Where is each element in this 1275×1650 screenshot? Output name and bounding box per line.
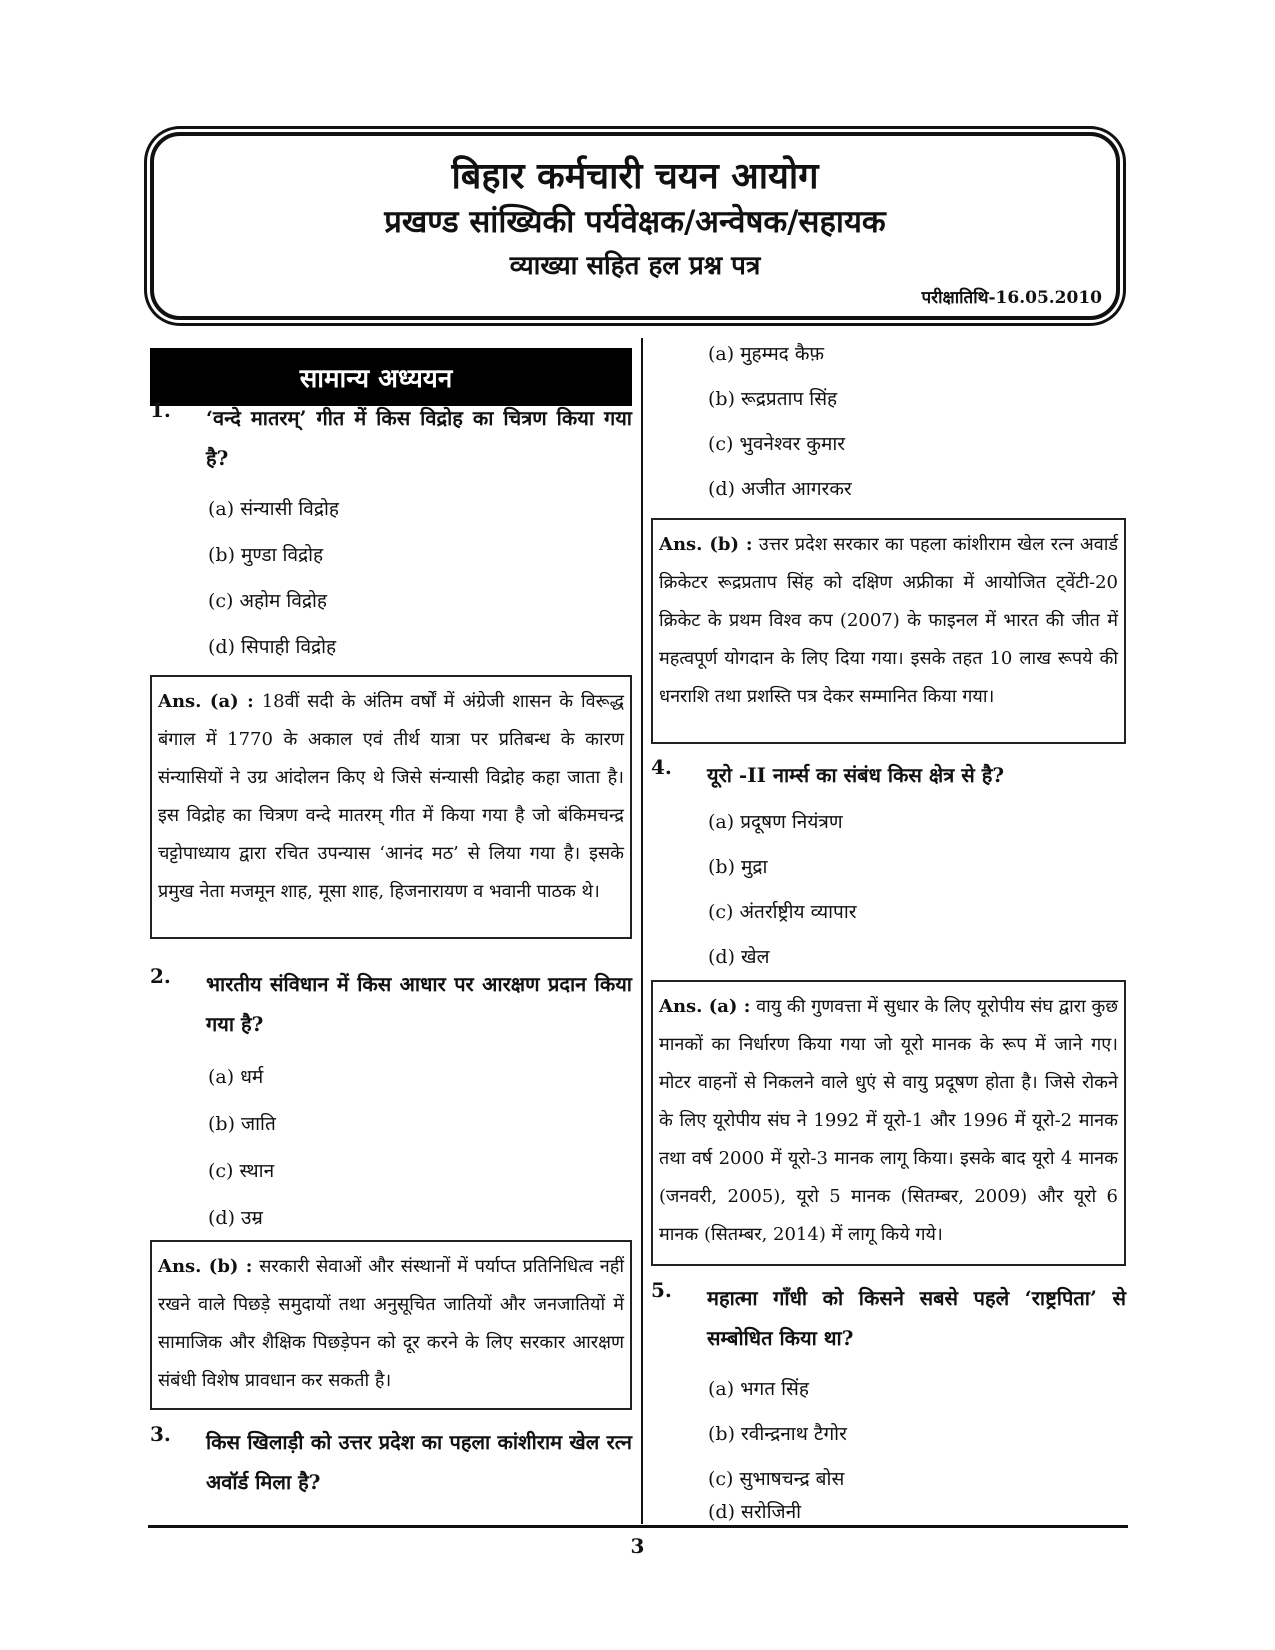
header-description: व्याख्या सहित हल प्रश्न पत्र [509, 251, 761, 281]
answer-text: सरकारी सेवाओं और संस्थानों में पर्याप्त प्रतिनिधित्व नहीं रखने वाले पिछड़े समुदायों तथा अनुसूचित जातियों और जनजातियों में सामाजिक और शैक्षिक पिछड़ेपन को दूर करने के लिए सरकार आरक्षण संबंधी विशेष प्रावधान कर सकती है। [158, 1256, 624, 1391]
footer-rule [148, 1525, 1128, 1528]
exam-date: परीक्षातिथि-16.05.2010 [921, 288, 1102, 308]
option-c: (c) स्थान [208, 1160, 275, 1182]
answer-label: Ans. (b) : [659, 534, 753, 555]
option-c: (c) भुवनेश्वर कुमार [708, 433, 846, 455]
question-text: भारतीय संविधान में किस आधार पर आरक्षण प्रदान किया गया है? [206, 972, 632, 1036]
option-c: (c) अंतर्राष्ट्रीय व्यापार [708, 901, 857, 923]
answer-box-3 [651, 518, 1126, 744]
option-b: (b) रूद्रप्रताप सिंह [708, 388, 838, 410]
answer-label: Ans. (a) : [659, 996, 751, 1017]
question-5 [651, 1278, 1126, 1362]
answer-text: वायु की गुणवत्ता में सुधार के लिए यूरोपीय संघ द्वारा कुछ मानकों का निर्धारण किया गया जो यूरो मानक के रूप में जाने गए। मोटर वाहनों से निकलने वाले धुएं से वायु प्रदूषण होता है। जिसे रोकने के लिए यूरोपीय संघ ने 1992 में यूरो-1 और 1996 में यूरो-2 मानक तथा वर्ष 2000 में यूरो-3 मानक लागू किया। इसके बाद यूरो 4 मानक (जनवरी, 2005), यूरो 5 मानक (सितम्बर, 2009) और यूरो 6 मानक (सितम्बर, 2014) में लागू किये गये। [659, 996, 1119, 1245]
option-a: (a) संन्यासी विद्रोह [208, 498, 339, 520]
question-number: 1. [150, 398, 171, 422]
question-number: 4. [651, 755, 672, 779]
option-a: (a) प्रदूषण नियंत्रण [708, 811, 843, 833]
option-b: (b) मुद्रा [708, 856, 768, 878]
question-4 [651, 755, 1126, 797]
option-a: (a) मुहम्मद कैफ़ [708, 343, 825, 365]
question-3 [150, 1422, 632, 1506]
option-c: (c) अहोम विद्रोह [208, 590, 328, 612]
answer-text: उत्तर प्रदेश सरकार का पहला कांशीराम खेल रत्न अवार्ड क्रिकेटर रूद्रप्रताप सिंह को दक्षिण अफ्रीका में आयोजित ट्वेंटी-20 क्रिकेट के प्रथम विश्व कप (2007) के फाइनल में भारत की जीत में महत्वपूर्ण योगदान के लिए दिया गया। इसके तहत 10 लाख रूपये की धनराशि तथा प्रशस्ति पत्र देकर सम्मानित किया गया। [659, 534, 1118, 707]
option-b: (b) रवीन्द्रनाथ टैगोर [708, 1423, 847, 1445]
question-text: ‘वन्दे मातरम्’ गीत में किस विद्रोह का चित्रण किया गया है? [206, 406, 632, 470]
option-d: (d) सिपाही विद्रोह [208, 636, 337, 658]
option-d: (d) अजीत आगरकर [708, 478, 852, 500]
option-d: (d) सरोजिनी [708, 1501, 802, 1523]
option-d: (d) खेल [708, 946, 770, 968]
header-title: बिहार कर्मचारी चयन आयोग [451, 155, 819, 197]
answer-box-1 [150, 675, 632, 939]
option-c: (c) सुभाषचन्द्र बोस [708, 1468, 845, 1490]
option-d: (d) उम्र [208, 1207, 263, 1229]
question-text: महात्मा गाँधी को किसने सबसे पहले ‘राष्ट्रपिता’ से सम्बोधित किया था? [707, 1286, 1126, 1350]
question-text: किस खिलाड़ी को उत्तर प्रदेश का पहला कांशीराम खेल रत्न अवॉर्ड मिला है? [206, 1430, 632, 1494]
section-title: सामान्य अध्ययन [150, 348, 632, 406]
answer-label: Ans. (a) : [158, 691, 254, 712]
question-number: 3. [150, 1422, 171, 1446]
question-number: 2. [150, 964, 171, 988]
answer-box-4 [651, 980, 1126, 1266]
option-b: (b) मुण्डा विद्रोह [208, 544, 324, 566]
answer-box-2 [150, 1240, 632, 1410]
answer-label: Ans. (b) : [158, 1256, 253, 1277]
answer-text: 18वीं सदी के अंतिम वर्षों में अंग्रेजी शासन के विरूद्ध बंगाल में 1770 के अकाल एवं तीर्थ यात्रा पर प्रतिबन्ध के कारण संन्यासियों ने उग्र आंदोलन किए थे जिसे संन्यासी विद्रोह कहा जाता है। इस विद्रोह का चित्रण वन्दे मातरम् गीत में किया गया है जो बंकिमचन्द्र चट्टोपाध्याय द्वारा रचित उपन्यास ‘आनंद मठ’ से लिया गया है। इसके प्रमुख नेता मजमून शाह, मूसा शाह, हिजनारायण व भवानी पाठक थे। [158, 691, 624, 902]
option-a: (a) धर्म [208, 1066, 264, 1088]
page-number: 3 [630, 1534, 645, 1558]
option-b: (b) जाति [208, 1113, 276, 1135]
question-number: 5. [651, 1278, 672, 1302]
header-subtitle: प्रखण्ड सांख्यिकी पर्यवेक्षक/अन्वेषक/सहायक [384, 204, 886, 240]
question-2 [150, 964, 632, 1048]
column-divider [641, 338, 643, 1524]
option-a: (a) भगत सिंह [708, 1378, 809, 1400]
question-text: यूरो -II नार्म्स का संबंध किस क्षेत्र से है? [707, 763, 1005, 787]
header-box [150, 132, 1120, 320]
question-1 [150, 398, 632, 482]
